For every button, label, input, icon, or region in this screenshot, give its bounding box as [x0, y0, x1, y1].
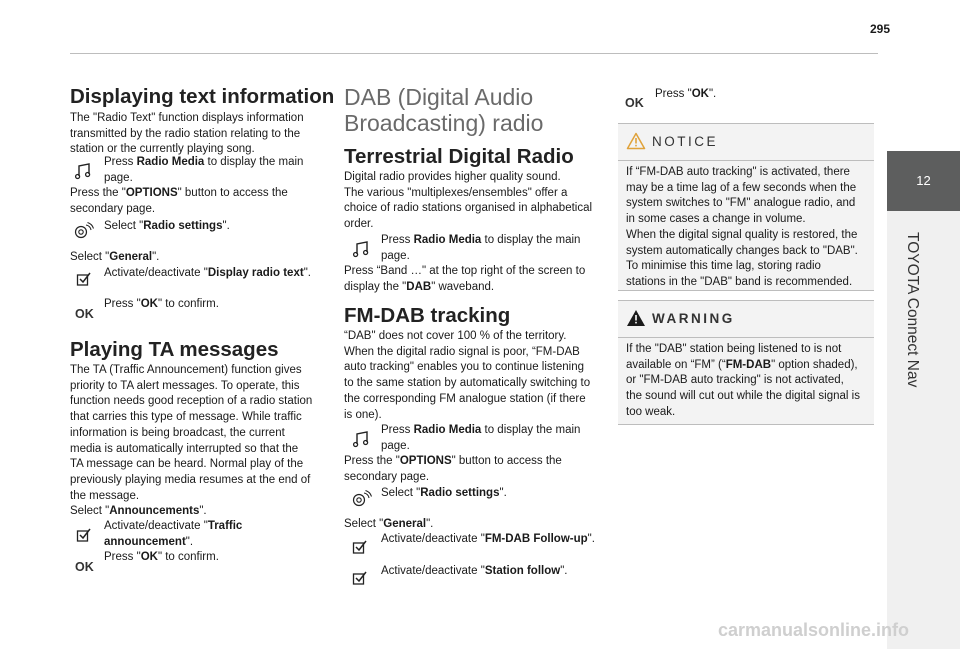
- ok-icon: OK: [75, 307, 94, 321]
- paragraph-ta: [70, 363, 312, 520]
- step-select-radio-settings: [104, 219, 230, 235]
- chapter-sidebar: [887, 211, 960, 649]
- notice-title: NOTICE: [652, 134, 719, 149]
- step-activate-traffic-announcement: [104, 519, 242, 550]
- checkbox-icon: [352, 570, 368, 586]
- text: ".: [499, 487, 507, 499]
- step-press-radio-media: [381, 233, 580, 264]
- text-bold: OK: [691, 88, 709, 100]
- text: " to confirm.: [157, 298, 219, 310]
- section-title-dab-line1: DAB (Digital Audio: [344, 84, 534, 110]
- text-line: “DAB" does not cover 100 % of the territory.: [344, 330, 567, 342]
- ok-icon: OK: [625, 96, 644, 110]
- text: Select ": [70, 251, 110, 263]
- text-line: TA message can be heard. Normal play of the: [70, 458, 304, 471]
- text-line: stations in the "DAB" band is recommended.: [626, 275, 853, 288]
- step-press-ok: [104, 297, 219, 313]
- text-line: To minimise this time lag, storing radio: [626, 260, 821, 273]
- step-text: page.: [104, 171, 133, 184]
- text-bold: Radio Media: [413, 234, 482, 246]
- text: ".: [587, 533, 595, 545]
- text: ".: [185, 535, 194, 548]
- warning-header: [618, 301, 874, 338]
- text: Activate/deactivate ": [381, 565, 485, 577]
- warning-triangle-icon: [626, 132, 646, 150]
- step-activate-station-follow: [381, 564, 567, 580]
- warning-text: [626, 342, 860, 421]
- text-line: order.: [344, 218, 374, 231]
- text: Activate/deactivate ": [381, 533, 485, 545]
- step-select-general: [70, 250, 159, 266]
- page-number: 295: [870, 22, 891, 36]
- text-line: information is being broadcast, the current: [70, 426, 285, 439]
- text-line: Digital radio provides higher quality sound.: [344, 171, 561, 183]
- text: ".: [560, 565, 568, 577]
- text-bold: Traffic: [207, 520, 243, 532]
- text-line: auto tracking" enables you to continue listening: [344, 361, 584, 374]
- warning-triangle-icon: [626, 309, 646, 327]
- text: ".: [303, 267, 311, 279]
- step-press-ok: [655, 87, 716, 103]
- checkbox-icon: [76, 271, 92, 287]
- text-line: If “FM-DAB auto tracking" is activated, there: [626, 166, 850, 178]
- text-line: the corresponding FM analogue station (if there: [344, 392, 586, 405]
- text-line: priority to TA alert messages. To operate, this: [70, 379, 300, 392]
- text: Select ": [381, 487, 421, 499]
- text: page.: [381, 439, 410, 452]
- step-bold: Radio Media: [136, 156, 205, 168]
- notice-text: [626, 165, 858, 291]
- text-bold: Display radio text: [207, 267, 304, 279]
- text-bold: FM-DAB: [725, 358, 772, 371]
- text: secondary page.: [70, 202, 156, 215]
- text-line: may be a time lag of a few seconds when the: [626, 181, 857, 194]
- warning-box: [618, 300, 874, 425]
- text: " waveband.: [431, 280, 495, 293]
- text: secondary page.: [344, 470, 430, 483]
- paragraph-radio-text: [70, 111, 304, 158]
- chapter-title: TOYOTA Connect Nav: [904, 232, 921, 388]
- text-bold: announcement: [104, 535, 186, 548]
- step-select-general: [344, 517, 433, 533]
- text-line: station or the currently playing song.: [70, 143, 255, 156]
- heading-playing-ta: Playing TA messages: [70, 338, 279, 361]
- text-line: media is automatically interrupted so that the: [70, 442, 299, 455]
- step-activate-fm-dab-follow-up: [381, 532, 595, 548]
- text-line: choice of radio stations organised in alphabetical: [344, 202, 593, 215]
- text-line: The various "multiplexes/ensembles" offer a: [344, 186, 568, 199]
- text-line: The TA (Traffic Announcement) function gives: [70, 364, 302, 376]
- text: Press ": [655, 88, 692, 100]
- text: " to confirm.: [157, 551, 219, 563]
- text-line: too weak.: [626, 405, 676, 418]
- text-bold: OPTIONS: [399, 455, 452, 467]
- text-bold: Announcements: [109, 505, 200, 518]
- heading-terrestrial-digital-radio: Terrestrial Digital Radio: [344, 145, 574, 168]
- text-line: When the digital radio signal is poor, “FM-DAB: [344, 345, 580, 358]
- text-bold: OK: [140, 298, 158, 310]
- warning-title: WARNING: [652, 311, 735, 326]
- text: Press ": [104, 298, 141, 310]
- watermark: carmanualsonline.info: [718, 620, 910, 640]
- text: Press the ": [70, 187, 126, 199]
- paragraph-band: [344, 264, 585, 295]
- section-title-dab-line2: Broadcasting) radio: [344, 110, 544, 136]
- step-select-radio-settings: [381, 486, 507, 502]
- text-line: system switches to "FM" analogue radio, and: [626, 197, 856, 210]
- paragraph-options: [70, 186, 288, 217]
- text: Press “Band …" at the top right of the screen to: [344, 265, 586, 277]
- ok-icon: OK: [75, 560, 94, 574]
- text-line: system automatically changes back to "DAB".: [626, 244, 858, 257]
- header-divider: [70, 53, 878, 54]
- text-bold: FM-DAB Follow-up: [484, 533, 588, 545]
- text: " button to access the: [451, 455, 562, 467]
- text-bold: OPTIONS: [125, 187, 178, 199]
- text: " option shaded),: [771, 358, 858, 371]
- text: " button to access the: [177, 187, 288, 199]
- paragraph-digital-radio: [344, 170, 592, 233]
- text: available on “FM” (“: [626, 358, 726, 371]
- text: Select ": [344, 518, 384, 530]
- text: Press the ": [344, 455, 400, 467]
- text-line: is one).: [344, 408, 382, 421]
- text-line: in some cases a change in volume.: [626, 213, 806, 226]
- step-press-ok: [104, 550, 219, 566]
- text: ".: [152, 251, 160, 263]
- text: ".: [222, 220, 230, 232]
- text-line: transmitted by the radio station relating to the: [70, 127, 301, 140]
- checkbox-icon: [76, 527, 92, 543]
- notice-box: [618, 123, 874, 291]
- text-bold: DAB: [406, 280, 432, 293]
- text: display the ": [344, 280, 407, 293]
- text: Select ": [104, 220, 144, 232]
- text-line: If the "DAB" station being listened to is not: [626, 343, 842, 355]
- text: Activate/deactivate ": [104, 520, 208, 532]
- text-bold: Radio Media: [413, 424, 482, 436]
- music-note-icon: [352, 430, 370, 448]
- text-line: previously playing media resumes at the end of: [70, 473, 311, 486]
- music-note-icon: [352, 240, 370, 258]
- notice-header: [618, 124, 874, 161]
- text: Press: [381, 424, 414, 436]
- paragraph-options: [344, 454, 562, 485]
- text-line: the message.: [70, 489, 140, 502]
- text: Activate/deactivate ": [104, 267, 208, 279]
- text-line: the sound will cut out while the digital signal is: [626, 390, 860, 403]
- text-line: or "FM-DAB auto tracking" is not activated,: [626, 374, 844, 387]
- heading-fm-dab-tracking: FM-DAB tracking: [344, 304, 511, 327]
- text-line: The "Radio Text" function displays information: [70, 112, 304, 124]
- text-line: to the same station by automatically switching to: [344, 377, 591, 390]
- text: ".: [199, 505, 207, 518]
- heading-displaying-text: Displaying text information: [70, 85, 335, 108]
- text: ".: [426, 518, 434, 530]
- text: Press: [381, 234, 414, 246]
- step-activate-display-radio-text: [104, 266, 311, 282]
- step-press-radio-media: [104, 155, 303, 186]
- chapter-tab: 12: [887, 151, 960, 211]
- text: Select ": [70, 505, 110, 518]
- radio-settings-icon: [72, 219, 96, 241]
- text: page.: [381, 249, 410, 262]
- text-bold: General: [109, 251, 153, 263]
- text: Press ": [104, 551, 141, 563]
- text-line: that carries this type of message. While traffic: [70, 411, 302, 424]
- text-line: When the digital signal quality is restored, the: [626, 228, 858, 241]
- text-bold: Radio settings: [420, 487, 500, 499]
- paragraph-fm-dab: [344, 329, 590, 423]
- text: to display the main: [481, 424, 581, 436]
- step-text: Press: [104, 156, 137, 168]
- text-bold: Radio settings: [143, 220, 223, 232]
- text-bold: Station follow: [484, 565, 561, 577]
- text-bold: General: [383, 518, 427, 530]
- checkbox-icon: [352, 539, 368, 555]
- text-bold: OK: [140, 551, 158, 563]
- text: to display the main: [481, 234, 581, 246]
- text: ".: [708, 88, 717, 100]
- step-press-radio-media: [381, 423, 580, 454]
- text-line: function needs good reception of a radio station: [70, 395, 313, 408]
- radio-settings-icon: [350, 487, 374, 509]
- music-note-icon: [74, 162, 92, 180]
- step-text: to display the main: [204, 156, 304, 168]
